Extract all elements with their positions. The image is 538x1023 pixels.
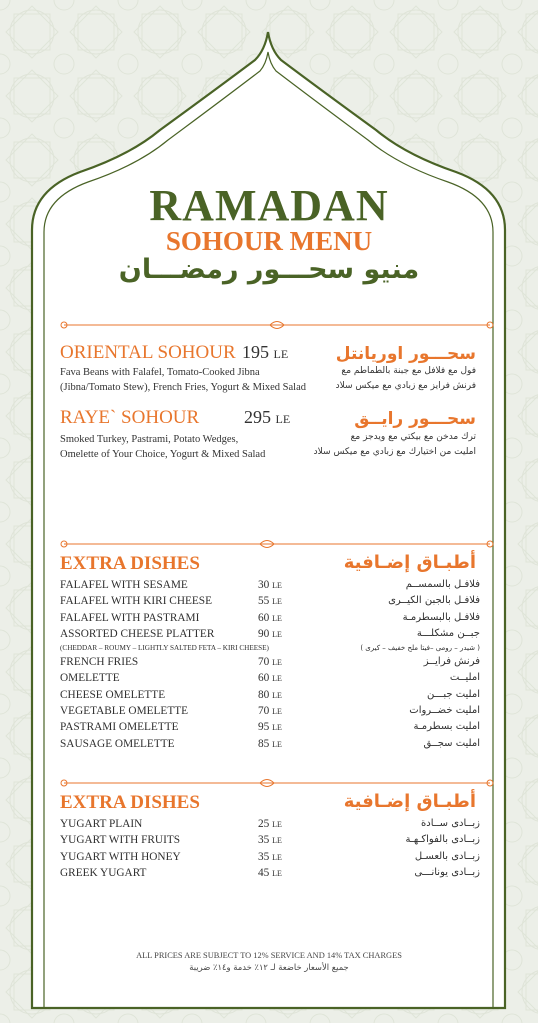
menu-subtitle: SOHOUR MENU — [165, 226, 373, 256]
list-item: FALAFEL WITH SESAME 30 LE فلافـل بالسمســم — [60, 579, 480, 591]
ornament-divider — [58, 776, 496, 790]
menu-title: RAMADAN — [149, 181, 389, 230]
oriental-sohour-price: 195 LE — [242, 342, 289, 362]
list-item: CHEESE OMELETTE 80 LE امليت جبـــن — [60, 688, 480, 701]
raye-sohour-title: RAYE` SOHOUR — [60, 407, 200, 428]
yogurt-list — [60, 818, 480, 883]
list-item: FALAFEL WITH KIRI CHEESE 55 LE فلافـل بالجبن الكيــرى — [60, 595, 480, 608]
list-item: VEGETABLE OMELETTE 70 LE امليت خضــروات — [60, 705, 480, 718]
extra-dishes-arabic-title: أطبـاق إضـافية — [343, 552, 476, 573]
raye-sohour-arabic-title: سحـــور رايــق — [354, 409, 476, 429]
raye-sohour-description: Smoked Turkey, Pastrami, Potato Wedges, Omelette of Your Choice, Yogurt & Mixed Salad — [60, 434, 266, 460]
extra-dishes-2-title: EXTRA DISHES — [60, 792, 200, 813]
list-item: SAUSAGE OMELETTE 85 LE امليت سجــق — [60, 737, 480, 750]
oriental-sohour-description: Fava Beans with Falafel, Tomato-Cooked Jibna (Jibna/Tomato Stew), French Fries, Yogurt & Mixed Salad — [60, 367, 306, 393]
list-item: GREEK YUGART 45 LE زبــادى يونانـــى — [60, 866, 480, 879]
extra-dishes-title: EXTRA DISHES — [60, 553, 200, 574]
raye-sohour-arabic-description: ترك مدخن مع بيكتي مع ويدجز مع امليت من اختيارك مع زبادي مع ميكس سلاد — [313, 432, 476, 457]
oriental-sohour-title: ORIENTAL SOHOUR — [60, 342, 236, 363]
extra-dishes-2-arabic-title: أطبـاق إضـافية — [343, 791, 476, 812]
ornament-divider — [58, 318, 496, 332]
cheese-note: (CHEDDAR – ROUMY – LIGHTLY SALTED FETA – KIRI CHEESE) ( شيدر – رومى –فيتا ملح خفيف – كيرى ) — [60, 644, 480, 653]
oriental-sohour-arabic-description: فول مع فلافل مع جبنة بالطماطم مع فرنش فرايز مع زبادي مع ميكس سلاد — [335, 366, 476, 391]
menu-arabic-title: منيو سحـــور رمضـــان — [118, 254, 420, 285]
raye-sohour-price: 295 LE — [244, 407, 291, 427]
list-item: YUGART WITH FRUITS 35 LE زبــادى بالفواكـهـة — [60, 834, 480, 847]
list-item: YUGART WITH HONEY 35 LE زبــادى بالعسـل — [60, 850, 480, 863]
ornament-divider — [58, 537, 496, 551]
extra-dishes-list — [60, 579, 480, 754]
list-item: FRENCH FRIES 70 LE فرنش فرايــز — [60, 656, 480, 669]
list-item: ASSORTED CHEESE PLATTER 90 LE جبــن مشكلـــة — [60, 627, 480, 640]
list-item: FALAFEL WITH PASTRAMI 60 LE فلافـل بالبسطرمـة — [60, 611, 480, 624]
footer-note: ALL PRICES ARE SUBJECT TO 12% SERVICE AND 14% TAX CHARGES — [136, 951, 402, 960]
list-item: YUGART PLAIN 25 LE زبــادى ســادة — [60, 818, 480, 830]
list-item: OMELETTE 60 LE امليــت — [60, 672, 480, 685]
oriental-sohour-arabic-title: سحـــور اوريانتل — [335, 344, 476, 364]
footer-note-arabic: جميع الأسعار خاضعة لـ ١٢٪ خدمة و١٤٪ ضريبة — [189, 962, 349, 972]
list-item: PASTRAMI OMELETTE 95 LE امليت بسطرمـة — [60, 721, 480, 734]
